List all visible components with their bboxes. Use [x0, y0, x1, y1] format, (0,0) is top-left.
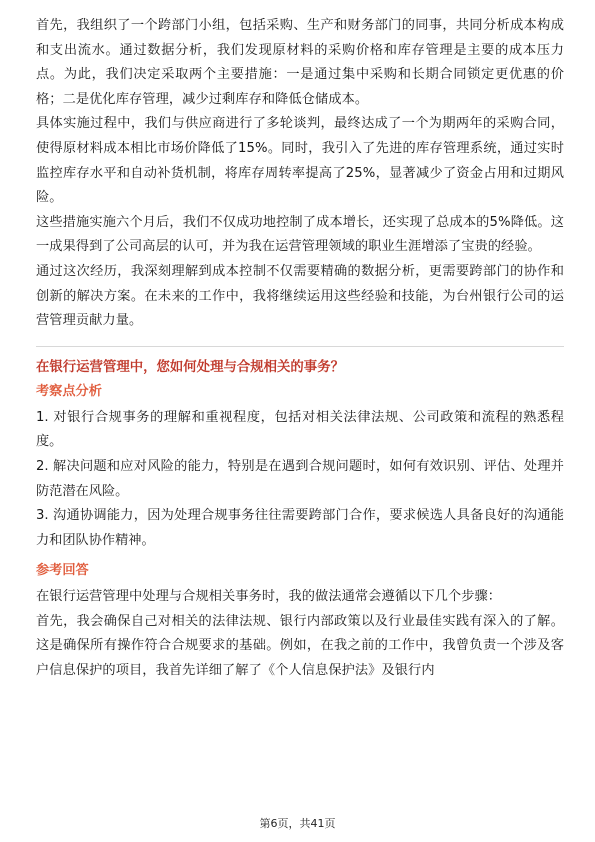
- page-content: [36, 14, 564, 684]
- analysis-item-3: 3. 沟通协调能力，因为处理合规事务往往需要跨部门合作，要求候选人具备良好的沟通能力和团队协作精神。: [36, 508, 564, 548]
- analysis-item-1: 1. 对银行合规事务的理解和重视程度，包括对相关法律法规、公司政策和流程的熟悉程度。: [36, 409, 564, 450]
- interview-question: 在银行运营管理中，您如何处理与合规相关的事务？: [36, 359, 344, 375]
- answer-label: 参考回答: [36, 563, 89, 579]
- analysis-label: 考察点分析: [36, 383, 102, 399]
- section-divider: [36, 346, 564, 347]
- answer-paragraph-2: 首先，我会确保自己对相关的法律法规、银行内部政策以及行业最佳实践有深入的了解。这是确保所有操作符合合规要求的基础。例如，在我之前的工作中，我曾负责一个涉及客户信息保护的项目，我首先详细了解了《个人信息保护法》及银行内: [36, 613, 564, 679]
- body-paragraph-2: 具体实施过程中，我们与供应商进行了多轮谈判，最终达成了一个为期两年的采购合同，使得原材料成本相比市场价降低了15%。同时，我引入了先进的库存管理系统，通过实时监控库存水平和自动补货机制，将库存周转率提高了25%，显著减少了资金占用和过期风险。: [36, 116, 564, 206]
- body-paragraph-3: 这些措施实施六个月后，我们不仅成功地控制了成本增长，还实现了总成本的5%降低。这一成果得到了公司高层的认可，并为我在运营管理领域的职业生涯增添了宝贵的经验。: [36, 214, 564, 255]
- body-paragraph-1: 首先，我组织了一个跨部门小组，包括采购、生产和财务部门的同事，共同分析成本构成和支出流水。通过数据分析，我们发现原材料的采购价格和库存管理是主要的成本压力点。为此，我们决定采取两个主要措施：一是通过集中采购和长期合同锁定更优惠的价格；二是优化库存管理，减少过剩库存和降低仓储成本。: [36, 18, 564, 107]
- page-number-footer: 第6页，共41页: [259, 817, 336, 830]
- body-paragraph-4: 通过这次经历，我深刻理解到成本控制不仅需要精确的数据分析，更需要跨部门的协作和创新的解决方案。在未来的工作中，我将继续运用这些经验和技能，为台州银行公司的运营管理贡献力量。: [36, 263, 564, 329]
- answer-paragraph-1: 在银行运营管理中处理与合规相关事务时，我的做法通常会遵循以下几个步骤：: [36, 589, 502, 605]
- analysis-item-2: 2. 解决问题和应对风险的能力，特别是在遇到合规问题时，如何有效识别、评估、处理并防范潜在风险。: [36, 458, 564, 499]
